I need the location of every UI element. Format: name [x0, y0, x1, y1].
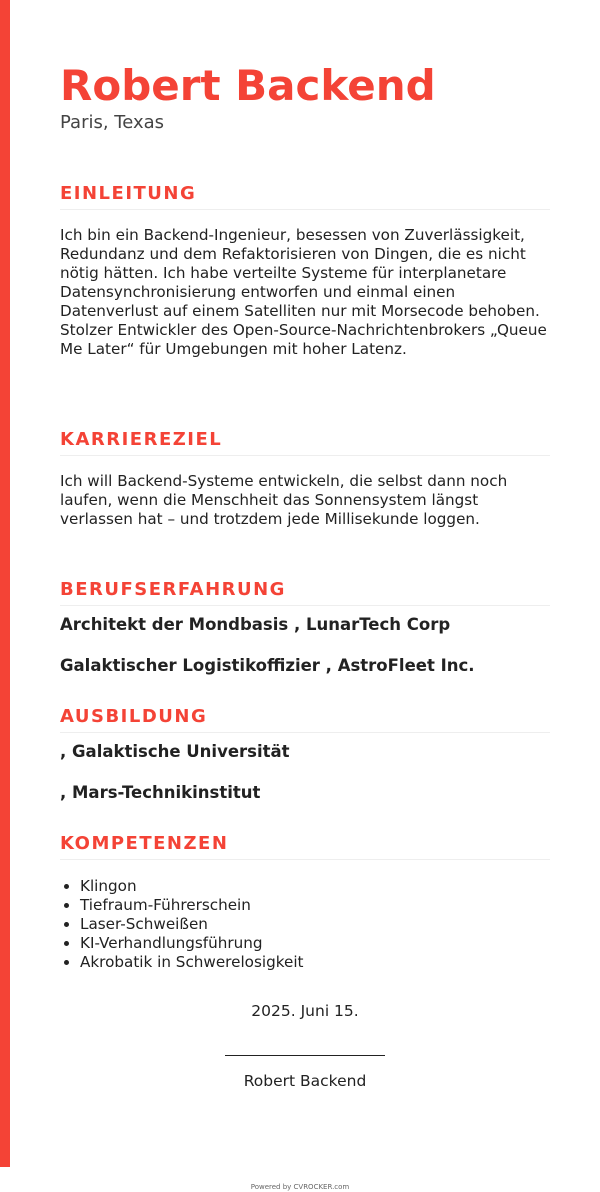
- education-entry: , Galaktische Universität: [60, 742, 290, 761]
- career-goal-text: Ich will Backend-Systeme entwickeln, die selbst dann noch laufen, wenn die Menschheit das Sonnensystem längst verlassen hat – und trotzdem jede Millisekunde loggen.: [60, 472, 508, 528]
- experience-entry: Galaktischer Logistikoffizier , AstroFleet Inc.: [60, 656, 475, 675]
- introduction-text: Ich bin ein Backend-Ingenieur, besessen von Zuverlässigkeit, Redundanz und dem Refaktorisieren von Dingen, die es nicht nötig hätten. Ich habe verteilte Systeme für interplanetare Datensynchronisierung entworfen und einmal einen Datenverlust auf einem Satelliten nur mit Morsecode behoben. Stolzer Entwickler des Open-Source-Nachrichtenbrokers „Queue Me Later“ für Umgebungen mit hoher Latenz.: [60, 226, 547, 358]
- section-experience: [60, 578, 550, 677]
- section-title-introduction: EINLEITUNG: [60, 182, 550, 210]
- skill-item: • KI-Verhandlungsführung: [80, 934, 550, 953]
- experience-entry: Architekt der Mondbasis , LunarTech Corp: [60, 615, 451, 634]
- section-skills: [60, 832, 550, 972]
- skill-item: • Akrobatik in Schwerelosigkeit: [80, 953, 550, 972]
- skill-item: • Tiefraum-Führerschein: [80, 896, 550, 915]
- candidate-location: Paris, Texas: [60, 112, 165, 133]
- skill-item: • Klingon: [80, 877, 550, 896]
- section-education: [60, 705, 550, 804]
- candidate-name: Robert Backend: [60, 61, 436, 110]
- section-title-education: AUSBILDUNG: [60, 705, 550, 733]
- signature-name: Robert Backend: [243, 1072, 367, 1090]
- skill-item: • Laser-Schweißen: [80, 915, 550, 934]
- education-entry: , Mars-Technikinstitut: [60, 783, 261, 802]
- section-title-career-goal: KARRIEREZIEL: [60, 428, 550, 456]
- footer-powered-by: Powered by CVROCKER.com: [250, 1183, 350, 1191]
- signature-date: 2025. Juni 15.: [251, 1002, 359, 1020]
- section-title-skills: KOMPETENZEN: [60, 832, 550, 860]
- section-career-goal: [60, 428, 550, 529]
- section-title-experience: BERUFSERFAHRUNG: [60, 578, 550, 606]
- section-introduction: [60, 182, 550, 359]
- signature-line: [225, 1055, 385, 1056]
- accent-bar: [0, 0, 10, 1167]
- skills-list: [60, 877, 550, 972]
